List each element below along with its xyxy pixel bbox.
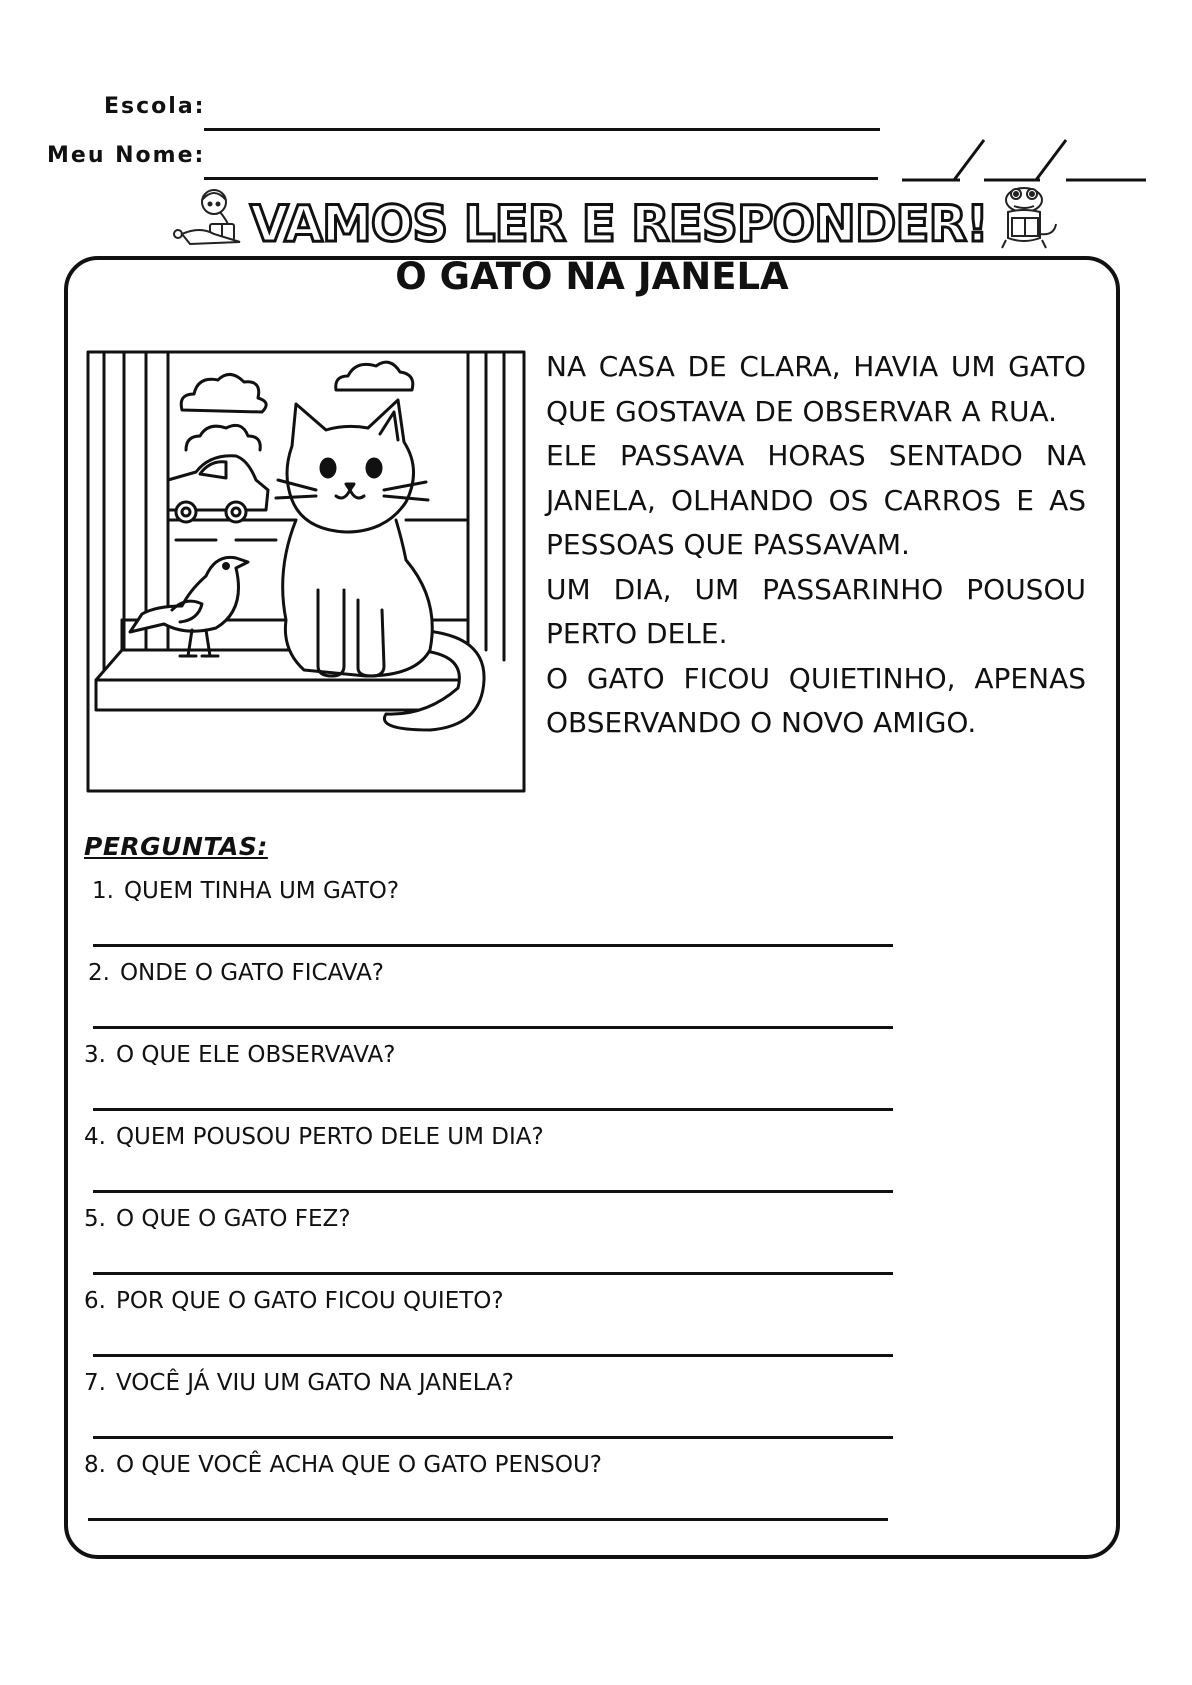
question-text: POR QUE O GATO FICOU QUIETO? bbox=[115, 1288, 504, 1314]
answer-line-3[interactable] bbox=[93, 1108, 893, 1111]
question-3 bbox=[84, 1042, 395, 1068]
answer-line-8[interactable] bbox=[88, 1518, 888, 1521]
school-label: Escola: bbox=[104, 94, 206, 119]
date-field[interactable] bbox=[900, 136, 1150, 186]
question-6 bbox=[84, 1288, 504, 1314]
question-text: QUEM TINHA UM GATO? bbox=[123, 878, 400, 904]
banner-title: VAMOS LER E RESPONDER! bbox=[250, 195, 988, 253]
question-number: 5. bbox=[84, 1206, 106, 1232]
answer-line-1[interactable] bbox=[93, 944, 893, 947]
cat-on-window-illustration bbox=[86, 350, 526, 793]
name-field[interactable] bbox=[204, 177, 878, 180]
school-field[interactable] bbox=[204, 128, 880, 131]
question-number: 6. bbox=[84, 1288, 106, 1314]
question-5 bbox=[84, 1206, 351, 1232]
story-paragraph-2: ELE PASSAVA HORAS SENTADO NA JANELA, OLHANDO OS CARROS E AS PESSOAS QUE PASSAVAM. bbox=[546, 439, 1086, 561]
question-number: 3. bbox=[84, 1042, 106, 1068]
crocodile-reading-icon bbox=[988, 180, 1060, 252]
questions-heading: PERGUNTAS: bbox=[84, 832, 268, 861]
question-text: VOCÊ JÁ VIU UM GATO NA JANELA? bbox=[115, 1370, 514, 1396]
question-text: O QUE O GATO FEZ? bbox=[115, 1206, 351, 1232]
answer-line-2[interactable] bbox=[93, 1026, 893, 1029]
question-7 bbox=[84, 1370, 514, 1396]
question-text: O QUE VOCÊ ACHA QUE O GATO PENSOU? bbox=[115, 1452, 602, 1478]
story-title: O GATO NA JANELA bbox=[395, 255, 789, 298]
question-number: 8. bbox=[84, 1452, 106, 1478]
story-paragraph-4: O GATO FICOU QUIETINHO, APENAS OBSERVANDO O NOVO AMIGO. bbox=[546, 661, 1086, 739]
question-1 bbox=[92, 878, 399, 904]
question-text: QUEM POUSOU PERTO DELE UM DIA? bbox=[115, 1124, 544, 1150]
story-paragraph-3: UM DIA, UM PASSARINHO POUSOU PERTO DELE. bbox=[546, 572, 1086, 650]
question-4 bbox=[84, 1124, 544, 1150]
answer-line-4[interactable] bbox=[93, 1190, 893, 1193]
question-number: 7. bbox=[84, 1370, 106, 1396]
answer-line-7[interactable] bbox=[93, 1436, 893, 1439]
story-text bbox=[546, 345, 1086, 746]
question-text: ONDE O GATO FICAVA? bbox=[119, 960, 385, 986]
girl-reading-icon bbox=[170, 184, 248, 252]
answer-line-6[interactable] bbox=[93, 1354, 893, 1357]
question-text: O QUE ELE OBSERVAVA? bbox=[115, 1042, 396, 1068]
name-label: Meu Nome: bbox=[47, 143, 206, 168]
question-number: 1. bbox=[92, 878, 114, 904]
question-2 bbox=[88, 960, 384, 986]
answer-line-5[interactable] bbox=[93, 1272, 893, 1275]
question-8 bbox=[84, 1452, 602, 1478]
question-number: 4. bbox=[84, 1124, 106, 1150]
question-number: 2. bbox=[88, 960, 110, 986]
story-paragraph-1: NA CASA DE CLARA, HAVIA UM GATO QUE GOSTAVA DE OBSERVAR A RUA. bbox=[546, 350, 1086, 428]
